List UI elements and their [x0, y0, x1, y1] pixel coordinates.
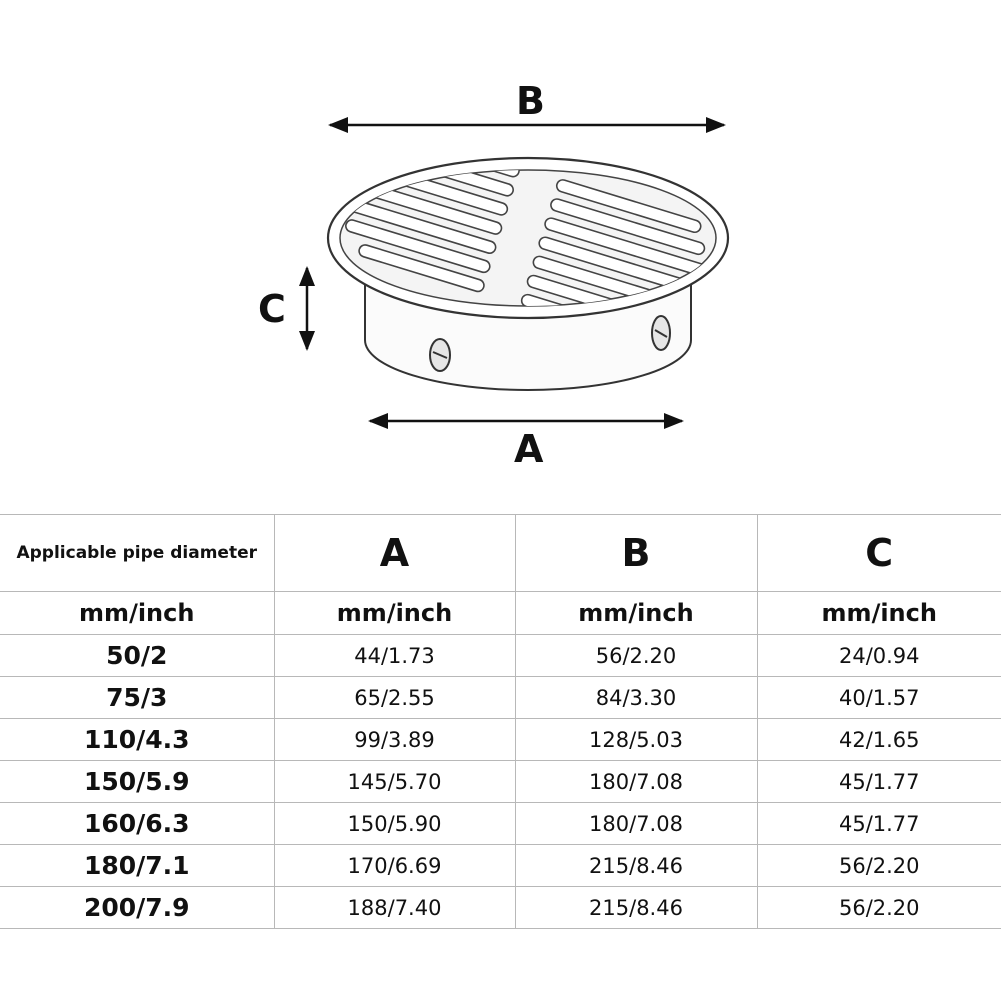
dimension-c-label: C [258, 287, 286, 331]
cell-b: 128/5.03 [515, 719, 757, 761]
header-c: C [757, 515, 1001, 592]
table-row [0, 803, 1001, 845]
cell-b: 215/8.46 [515, 887, 757, 929]
table-row [0, 635, 1001, 677]
cell-c: 56/2.20 [757, 887, 1001, 929]
table-row [0, 845, 1001, 887]
cell-pipe: 110/4.3 [0, 719, 274, 761]
cell-pipe: 50/2 [0, 635, 274, 677]
cell-a: 99/3.89 [274, 719, 515, 761]
header-a: A [274, 515, 515, 592]
cell-b: 84/3.30 [515, 677, 757, 719]
table-units-row [0, 592, 1001, 635]
table-row [0, 677, 1001, 719]
size-spec-table [0, 514, 1001, 929]
cell-c: 45/1.77 [757, 803, 1001, 845]
dimension-b-label: B [516, 79, 545, 123]
cell-pipe: 180/7.1 [0, 845, 274, 887]
cell-b: 180/7.08 [515, 761, 757, 803]
cell-a: 188/7.40 [274, 887, 515, 929]
cell-pipe: 200/7.9 [0, 887, 274, 929]
cell-c: 42/1.65 [757, 719, 1001, 761]
cell-a: 170/6.69 [274, 845, 515, 887]
cell-b: 56/2.20 [515, 635, 757, 677]
cell-a: 65/2.55 [274, 677, 515, 719]
table-row [0, 719, 1001, 761]
cell-b: 180/7.08 [515, 803, 757, 845]
table-header-row [0, 515, 1001, 592]
dimension-a-label: A [514, 427, 544, 471]
cell-pipe: 75/3 [0, 677, 274, 719]
cell-c: 45/1.77 [757, 761, 1001, 803]
cell-a: 44/1.73 [274, 635, 515, 677]
cell-b: 215/8.46 [515, 845, 757, 887]
cell-c: 40/1.57 [757, 677, 1001, 719]
cell-c: 24/0.94 [757, 635, 1001, 677]
cell-pipe: 160/6.3 [0, 803, 274, 845]
cell-a: 150/5.90 [274, 803, 515, 845]
unit-c: mm/inch [757, 592, 1001, 635]
cell-c: 56/2.20 [757, 845, 1001, 887]
header-pipe-diameter: Applicable pipe diameter [0, 515, 274, 592]
unit-pipe: mm/inch [0, 592, 274, 635]
unit-b: mm/inch [515, 592, 757, 635]
cell-a: 145/5.70 [274, 761, 515, 803]
cell-pipe: 150/5.9 [0, 761, 274, 803]
table-row [0, 761, 1001, 803]
header-b: B [515, 515, 757, 592]
table-row [0, 887, 1001, 929]
unit-a: mm/inch [274, 592, 515, 635]
